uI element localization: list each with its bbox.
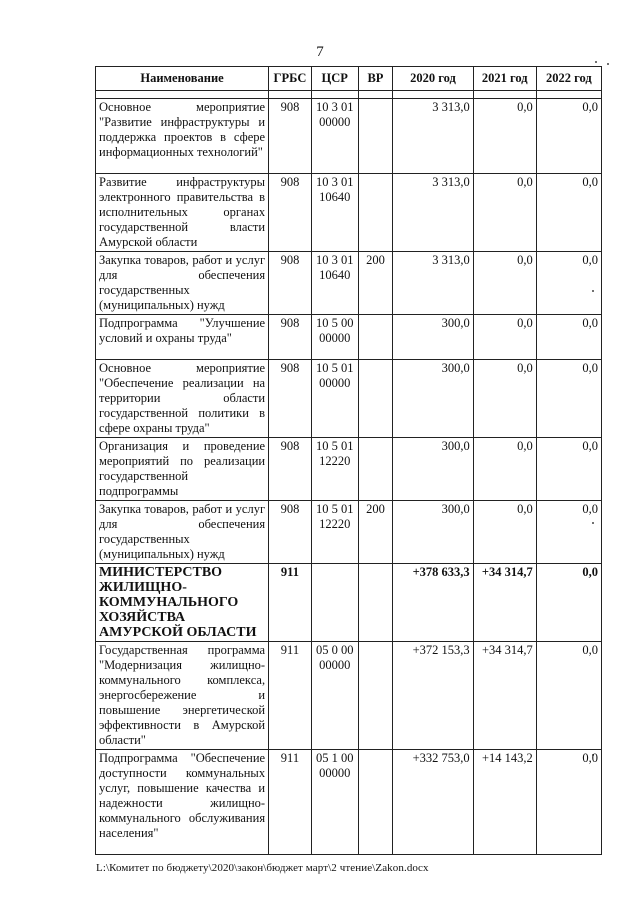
row-csr: 10 3 01 10640 [311, 174, 358, 252]
row-vr [358, 642, 393, 750]
row-name: Подпрограмма "Улучшение условий и охраны труда" [96, 315, 269, 360]
table-row [96, 252, 602, 315]
row-name: Организация и проведение мероприятий по реализации государственной подпрограммы [96, 438, 269, 501]
row-name: Основное мероприятие "Развитие инфраструктуры и поддержка проектов в сфере информационных технологий" [96, 99, 269, 174]
row-name: Закупка товаров, работ и услуг для обеспечения государственных (муниципальных) нужд [96, 501, 269, 564]
row-2022: 0,0 [536, 315, 601, 360]
row-2020: 300,0 [393, 360, 473, 438]
header-name: Наименование [96, 67, 269, 91]
row-vr [358, 564, 393, 642]
table-row [96, 750, 602, 855]
row-2022: 0,0 [536, 252, 601, 315]
row-2022: 0,0 [536, 174, 601, 252]
row-2021: +34 314,7 [473, 564, 536, 642]
row-csr: 10 5 01 12220 [311, 501, 358, 564]
row-csr: 05 1 00 00000 [311, 750, 358, 855]
table-row [96, 438, 602, 501]
row-2022: 0,0 [536, 438, 601, 501]
row-vr: 200 [358, 501, 393, 564]
row-2020: +378 633,3 [393, 564, 473, 642]
row-name: Развитие инфраструктуры электронного правительства в исполнительных органах государственной власти Амурской области [96, 174, 269, 252]
row-2022: 0,0 [536, 99, 601, 174]
row-csr: 10 3 01 00000 [311, 99, 358, 174]
row-name: Закупка товаров, работ и услуг для обеспечения государственных (муниципальных) нужд [96, 252, 269, 315]
row-grbs: 908 [269, 315, 312, 360]
row-grbs: 908 [269, 360, 312, 438]
row-name: Основное мероприятие "Обеспечение реализации на территории области государственной политики в сфере охраны труда" [96, 360, 269, 438]
row-2021: 0,0 [473, 501, 536, 564]
row-2021: 0,0 [473, 315, 536, 360]
header-csr: ЦСР [311, 67, 358, 91]
row-csr: 10 5 00 00000 [311, 315, 358, 360]
header-2021: 2021 год [473, 67, 536, 91]
row-2022: 0,0 [536, 642, 601, 750]
row-name: Подпрограмма "Обеспечение доступности коммунальных услуг, повышение качества и надежности жилищно-коммунального обслуживания населения" [96, 750, 269, 855]
row-2020: 3 313,0 [393, 174, 473, 252]
row-2022: 0,0 [536, 750, 601, 855]
row-2022: 0,0 [536, 564, 601, 642]
header-2022: 2022 год [536, 67, 601, 91]
row-vr [358, 438, 393, 501]
header-grbs: ГРБС [269, 67, 312, 91]
row-vr [358, 315, 393, 360]
row-grbs: 911 [269, 564, 312, 642]
row-vr [358, 99, 393, 174]
row-name: Государственная программа "Модернизация жилищно-коммунального комплекса, энергосбережение и повышение энергетической эффективности в Амурской области" [96, 642, 269, 750]
row-vr [358, 360, 393, 438]
header-2020: 2020 год [393, 67, 473, 91]
row-csr: 05 0 00 00000 [311, 642, 358, 750]
row-2021: 0,0 [473, 174, 536, 252]
footer-file-path: L:\Комитет по бюджету\2020\закон\бюджет март\2 чтение\Zakon.docx [96, 862, 429, 874]
row-grbs: 908 [269, 99, 312, 174]
table-row [96, 642, 602, 750]
header-vr: ВР [358, 67, 393, 91]
scan-speck [595, 61, 597, 63]
table-header-row [96, 67, 602, 91]
row-vr: 200 [358, 252, 393, 315]
budget-table [95, 66, 602, 855]
row-grbs: 908 [269, 174, 312, 252]
row-2020: +372 153,3 [393, 642, 473, 750]
row-csr: 10 5 01 00000 [311, 360, 358, 438]
row-2021: 0,0 [473, 252, 536, 315]
table-row [96, 315, 602, 360]
row-2021: +34 314,7 [473, 642, 536, 750]
row-csr [311, 564, 358, 642]
table-row [96, 360, 602, 438]
table-row [96, 174, 602, 252]
ministry-row [96, 564, 602, 642]
row-2020: +332 753,0 [393, 750, 473, 855]
row-vr [358, 174, 393, 252]
row-2020: 300,0 [393, 438, 473, 501]
row-2020: 3 313,0 [393, 99, 473, 174]
row-2022: 0,0 [536, 360, 601, 438]
row-2020: 300,0 [393, 315, 473, 360]
page-number: 7 [316, 44, 324, 60]
row-grbs: 908 [269, 252, 312, 315]
row-csr: 10 3 01 10640 [311, 252, 358, 315]
row-2021: 0,0 [473, 360, 536, 438]
row-2021: 0,0 [473, 99, 536, 174]
row-2021: +14 143,2 [473, 750, 536, 855]
ministry-name: МИНИСТЕРСТВО ЖИЛИЩНО-КОММУНАЛЬНОГО ХОЗЯЙСТВА АМУРСКОЙ ОБЛАСТИ [96, 564, 269, 642]
row-2020: 300,0 [393, 501, 473, 564]
table-row [96, 99, 602, 174]
table-spacer-row [96, 91, 602, 99]
row-2020: 3 313,0 [393, 252, 473, 315]
table-row [96, 501, 602, 564]
scan-speck [607, 63, 609, 65]
row-2022: 0,0 [536, 501, 601, 564]
row-grbs: 908 [269, 501, 312, 564]
row-grbs: 911 [269, 642, 312, 750]
row-csr: 10 5 01 12220 [311, 438, 358, 501]
row-grbs: 911 [269, 750, 312, 855]
row-grbs: 908 [269, 438, 312, 501]
row-vr [358, 750, 393, 855]
row-2021: 0,0 [473, 438, 536, 501]
